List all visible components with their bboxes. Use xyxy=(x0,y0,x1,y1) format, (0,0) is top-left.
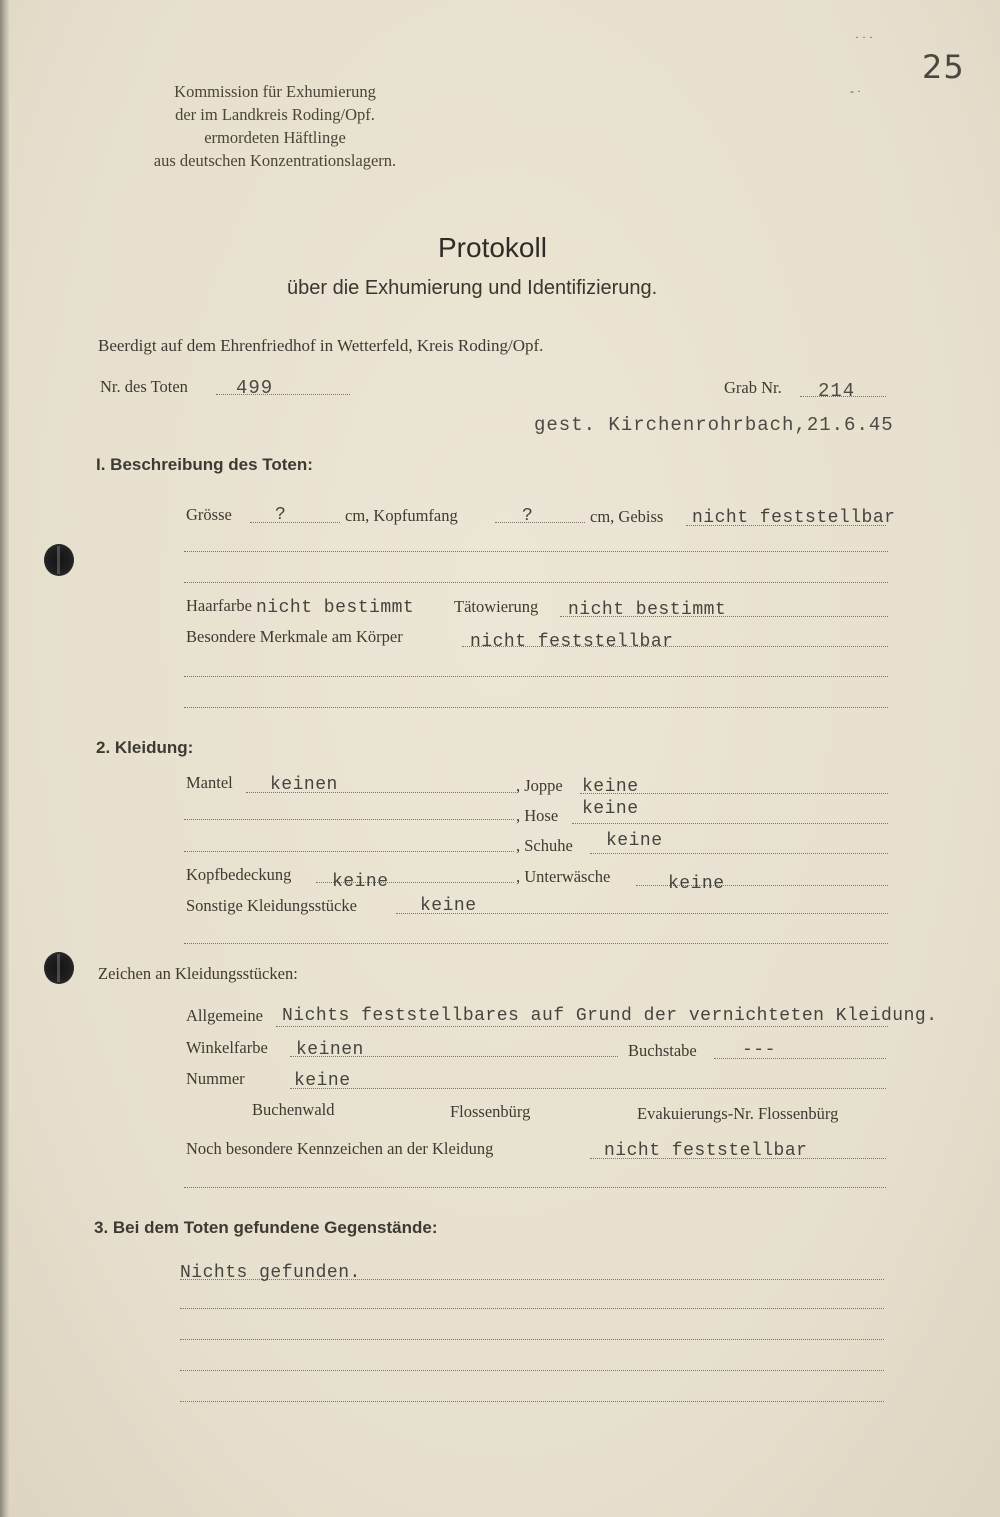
dead-number-value: 499 xyxy=(236,377,274,399)
nummer-line xyxy=(290,1088,886,1089)
mantel-label: Mantel xyxy=(186,773,233,792)
kennzeichen-value: nicht feststellbar xyxy=(604,1141,808,1161)
merkmale-label: Besondere Merkmale am Körper xyxy=(186,627,403,646)
taetowierung-label: Tätowierung xyxy=(454,597,539,616)
blank-line xyxy=(184,943,888,944)
gegenstaende-value: Nichts gefunden. xyxy=(180,1263,361,1283)
allgemeine-value: Nichts feststellbares auf Grund der vernichteten Kleidung. xyxy=(282,1006,938,1026)
groesse-label: Grösse xyxy=(186,505,232,524)
camp-flossenbuerg: Flossenbürg xyxy=(450,1102,531,1121)
buchstabe-value: --- xyxy=(742,1040,776,1060)
sonstige-label: Sonstige Kleidungsstücke xyxy=(186,896,357,915)
death-note: gest. Kirchenrohrbach,21.6.45 xyxy=(534,414,894,436)
schuhe-line xyxy=(590,853,888,854)
blank-line xyxy=(184,676,888,677)
commission-header xyxy=(110,80,440,172)
schuhe-blank-line xyxy=(184,851,514,852)
page-binding-edge xyxy=(0,0,9,1517)
gebiss-value: nicht feststellbar xyxy=(692,508,896,528)
schuhe-label: , Schuhe xyxy=(516,836,573,855)
winkelfarbe-value: keinen xyxy=(296,1040,364,1060)
taetowierung-value: nicht bestimmt xyxy=(568,600,727,620)
document-title: Protokoll xyxy=(438,232,547,263)
section-1-title: I. Beschreibung des Toten: xyxy=(96,455,313,474)
grave-number-label: Grab Nr. xyxy=(724,378,782,397)
groesse-value: ? xyxy=(275,505,287,525)
blank-line xyxy=(180,1308,884,1309)
schuhe-value: keine xyxy=(606,831,663,851)
camp-evakuierung: Evakuierungs-Nr. Flossenbürg xyxy=(637,1104,839,1123)
cm-gebiss-label: cm, Gebiss xyxy=(590,507,664,526)
burial-location: Beerdigt auf dem Ehrenfriedhof in Wetterfeld, Kreis Roding/Opf. xyxy=(98,336,544,355)
section-2-title: 2. Kleidung: xyxy=(96,738,194,757)
allgemeine-label: Allgemeine xyxy=(186,1006,263,1025)
page-number: 25 xyxy=(922,48,965,86)
allgemeine-line xyxy=(276,1026,888,1027)
kopfumfang-value: ? xyxy=(522,506,534,526)
kopfumfang-line xyxy=(495,522,585,523)
header-line: aus deutschen Konzentrationslagern. xyxy=(153,151,397,170)
blank-line xyxy=(184,707,888,708)
merkmale-value: nicht feststellbar xyxy=(470,632,674,652)
header-line: Kommission für Exhumierung xyxy=(174,82,376,101)
kopfbedeckung-value: keine xyxy=(332,872,389,892)
unterwaesche-label: , Unterwäsche xyxy=(516,867,611,886)
blank-line xyxy=(184,551,888,552)
hose-value: keine xyxy=(582,799,639,819)
hose-line xyxy=(572,823,888,824)
speck: - · xyxy=(850,84,861,98)
punch-hole-bottom xyxy=(44,952,74,984)
blank-line xyxy=(184,1187,886,1188)
speck: · · · xyxy=(855,30,873,44)
kennzeichen-label: Noch besondere Kennzeichen an der Kleidung xyxy=(186,1139,494,1158)
nummer-label: Nummer xyxy=(186,1069,245,1088)
sonstige-value: keine xyxy=(420,896,477,916)
camp-buchenwald: Buchenwald xyxy=(252,1100,335,1119)
kopfbedeckung-label: Kopfbedeckung xyxy=(186,865,292,884)
cm-kopfumfang-label: cm, Kopfumfang xyxy=(345,506,458,525)
dead-number-label: Nr. des Toten xyxy=(100,377,188,396)
hose-label: , Hose xyxy=(516,806,559,825)
document-subtitle: über die Exhumierung und Identifizierung. xyxy=(287,277,658,299)
blank-line xyxy=(180,1339,884,1340)
buchstabe-line xyxy=(714,1058,886,1059)
grave-number-value: 214 xyxy=(818,380,856,402)
header-line: ermordeten Häftlinge xyxy=(204,128,346,147)
zeichen-title: Zeichen an Kleidungsstücken: xyxy=(98,964,298,983)
haarfarbe-label: Haarfarbe xyxy=(186,596,252,615)
joppe-value: keine xyxy=(582,777,639,797)
mantel-value: keinen xyxy=(270,775,338,795)
section-3-title: 3. Bei dem Toten gefundene Gegenstände: xyxy=(94,1218,438,1237)
groesse-line xyxy=(250,522,340,523)
winkelfarbe-label: Winkelfarbe xyxy=(186,1038,268,1057)
nummer-value: keine xyxy=(294,1071,351,1091)
haarfarbe-value: nicht bestimmt xyxy=(256,598,415,618)
blank-line xyxy=(180,1401,884,1402)
blank-line xyxy=(184,582,888,583)
hose-blank-line xyxy=(184,819,514,820)
blank-line xyxy=(180,1370,884,1371)
joppe-label: , Joppe xyxy=(516,776,563,795)
buchstabe-label: Buchstabe xyxy=(628,1041,697,1060)
punch-hole-top xyxy=(44,544,74,576)
header-line: der im Landkreis Roding/Opf. xyxy=(175,105,375,124)
unterwaesche-value: keine xyxy=(668,874,725,894)
